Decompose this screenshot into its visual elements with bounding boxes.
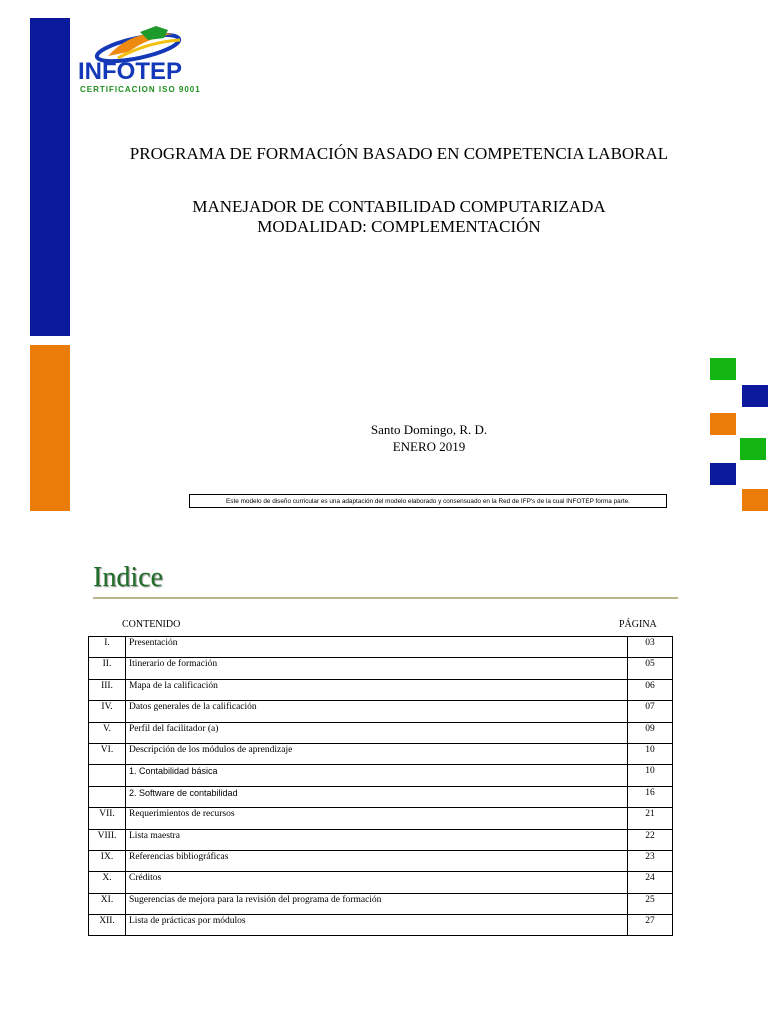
row-page: 24	[628, 872, 673, 893]
row-number: VII.	[89, 808, 126, 829]
row-page: 27	[628, 915, 673, 936]
orange-square	[742, 489, 768, 511]
row-title: Itinerario de formación	[126, 658, 628, 679]
row-page: 22	[628, 829, 673, 850]
index-table	[88, 636, 673, 936]
row-number: V.	[89, 722, 126, 743]
row-page: 10	[628, 765, 673, 786]
table-row	[89, 679, 673, 700]
row-number	[89, 765, 126, 786]
table-row	[89, 743, 673, 764]
row-page: 10	[628, 743, 673, 764]
table-row	[89, 722, 673, 743]
table-row	[89, 701, 673, 722]
table-row	[89, 872, 673, 893]
row-page: 09	[628, 722, 673, 743]
table-row	[89, 893, 673, 914]
row-title: Perfil del facilitador (a)	[126, 722, 628, 743]
adaptation-notice: Este modelo de diseño curricular es una adaptación del modelo elaborado y consensuado en la Red de IFP's de la cual INFOTEP forma parte.	[189, 494, 667, 508]
green-square	[710, 358, 736, 380]
row-number: IX.	[89, 850, 126, 871]
logo-certification: CERTIFICACION ISO 9001	[80, 85, 201, 94]
row-title: Créditos	[126, 872, 628, 893]
row-number: IV.	[89, 701, 126, 722]
row-number: VIII.	[89, 829, 126, 850]
row-page: 05	[628, 658, 673, 679]
blue-square	[742, 385, 768, 407]
row-title: Referencias bibliográficas	[126, 850, 628, 871]
index-heading: Indice	[93, 562, 163, 593]
table-row	[89, 786, 673, 807]
page-column-header: PÁGINA	[619, 619, 657, 630]
row-number: III.	[89, 679, 126, 700]
table-row	[89, 637, 673, 658]
course-title: MANEJADOR DE CONTABILIDAD COMPUTARIZADA	[192, 197, 606, 216]
table-row	[89, 829, 673, 850]
row-page: 23	[628, 850, 673, 871]
logo-name: INFOTEP	[78, 58, 183, 85]
table-row	[89, 915, 673, 936]
row-page: 25	[628, 893, 673, 914]
row-title: Descripción de los módulos de aprendizaje	[126, 743, 628, 764]
row-page: 07	[628, 701, 673, 722]
modality-title: MODALIDAD: COMPLEMENTACIÓN	[257, 217, 541, 236]
row-title: Lista de prácticas por módulos	[126, 915, 628, 936]
row-number: XII.	[89, 915, 126, 936]
content-column-header: CONTENIDO	[122, 619, 181, 630]
row-title: Presentación	[126, 637, 628, 658]
table-row	[89, 808, 673, 829]
blue-side-bar	[30, 18, 70, 336]
row-title: Lista maestra	[126, 829, 628, 850]
row-title: Mapa de la calificación	[126, 679, 628, 700]
row-number: VI.	[89, 743, 126, 764]
row-title: Sugerencias de mejora para la revisión del programa de formación	[126, 893, 628, 914]
row-title: 2. Software de contabilidad	[126, 786, 628, 807]
row-page: 03	[628, 637, 673, 658]
row-title: 1. Contabilidad básica	[126, 765, 628, 786]
blue-square	[710, 463, 736, 485]
row-number: II.	[89, 658, 126, 679]
date: ENERO 2019	[392, 439, 466, 454]
row-page: 06	[628, 679, 673, 700]
row-number	[89, 786, 126, 807]
row-page: 16	[628, 786, 673, 807]
table-row	[89, 850, 673, 871]
row-number: XI.	[89, 893, 126, 914]
place: Santo Domingo, R. D.	[370, 422, 488, 437]
table-row	[89, 658, 673, 679]
table-row	[89, 765, 673, 786]
heading-divider	[93, 597, 678, 599]
row-page: 21	[628, 808, 673, 829]
row-number: X.	[89, 872, 126, 893]
row-title: Datos generales de la calificación	[126, 701, 628, 722]
row-title: Requerimientos de recursos	[126, 808, 628, 829]
program-title: PROGRAMA DE FORMACIÓN BASADO EN COMPETENCIA LABORAL	[129, 144, 669, 163]
row-number: I.	[89, 637, 126, 658]
